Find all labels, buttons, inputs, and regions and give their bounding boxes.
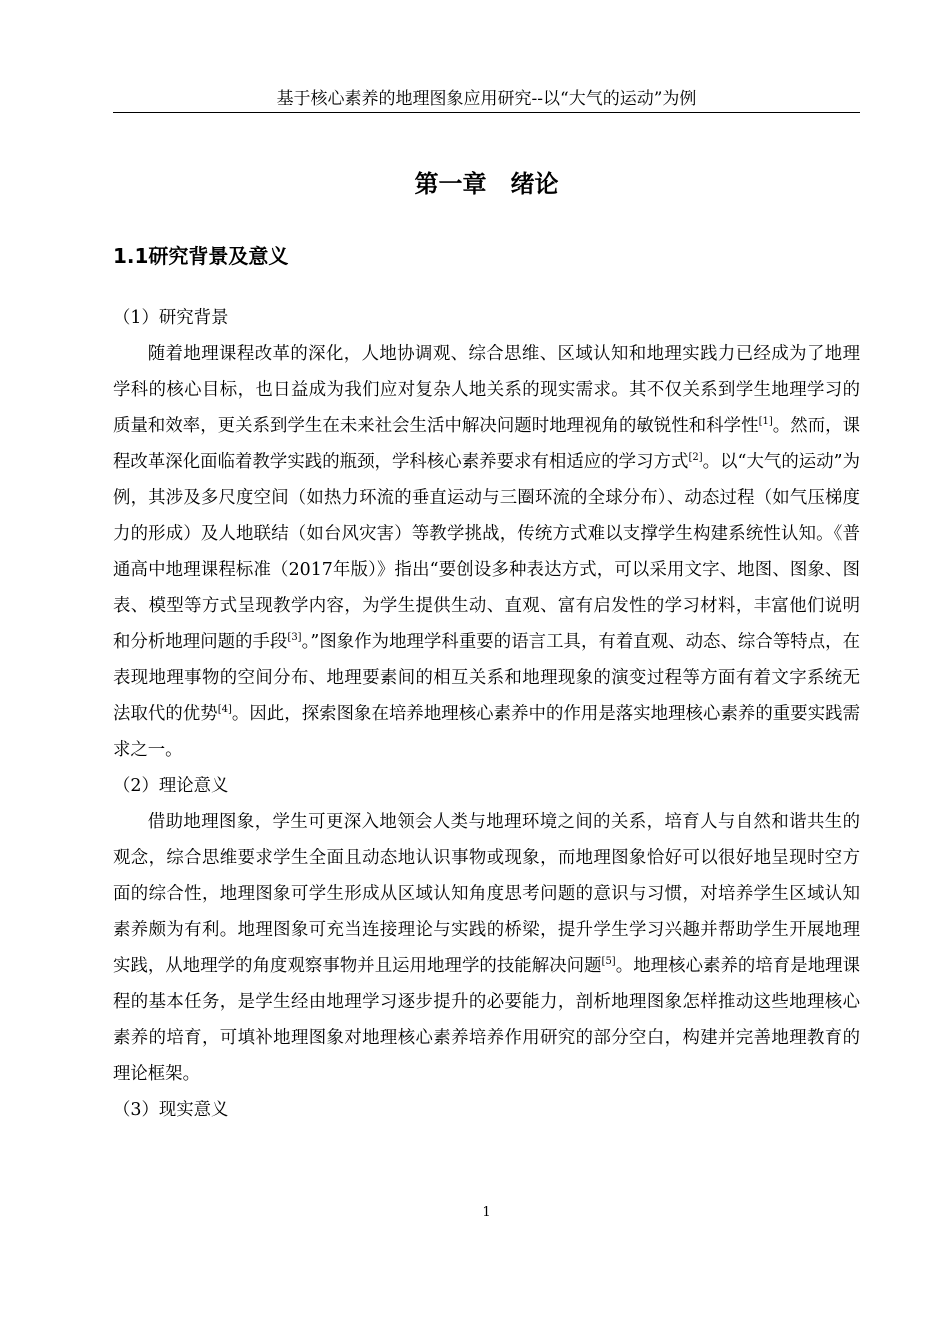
paragraph-background [113, 336, 860, 768]
paragraph-theory [113, 804, 860, 1092]
citation-ref[interactable]: [5] [601, 956, 616, 967]
citation-ref[interactable]: [1] [758, 416, 773, 427]
citation-ref[interactable]: [2] [688, 452, 703, 463]
subsection-label-practical: （3）现实意义 [113, 1100, 229, 1120]
chapter-title: 第一章 绪论 [414, 170, 559, 198]
paragraph-text: 。地理核心素养的培育是地理课程的基本任务，是学生经由地理学习逐步提升的必要能力，剖析地理图象怎样推动这些地理核心素养的培育，可填补地理图象对地理核心素养培养作用研究的部分空白，构建并完善地理教育的理论框架。 [113, 956, 860, 1084]
citation-ref[interactable]: [4] [217, 704, 232, 715]
page-number: 1 [482, 1205, 491, 1220]
section-heading: 1.1研究背景及意义 [113, 244, 289, 268]
paragraph-text: 借助地理图象，学生可更深入地领会人类与地理环境之间的关系，培育人与自然和谐共生的观念，综合思维要求学生全面且动态地认识事物或现象，而地理图象恰好可以很好地呈现时空方面的综合性，地理图象可学生形成从区域认知角度思考问题的意识与习惯，对培养学生区域认知素养颇为有利。地理图象可充当连接理论与实践的桥梁，提升学生学习兴趣并帮助学生开展地理实践，从地理学的角度观察事物并且运用地理学的技能解决问题 [113, 812, 860, 976]
running-header: 基于核心素养的地理图象应用研究--以“大气的运动”为例 [113, 88, 860, 113]
body-text [113, 300, 860, 1128]
paragraph-text: 。”图象作为地理学科重要的语言工具，有着直观、动态、综合等特点，在表现地理事物的空间分布、地理要素间的相互关系和地理现象的演变过程等方面有着文字系统无法取代的优势 [113, 632, 860, 724]
paragraph-text: 随着地理课程改革的深化，人地协调观、综合思维、区域认知和地理实践力已经成为了地理学科的核心目标，也日益成为我们应对复杂人地关系的现实需求。其不仅关系到学生地理学习的质量和效率，更关系到学生在未来社会生活中解决问题时地理视角的敏锐性和科学性 [113, 344, 860, 436]
subsection-label-background: （1）研究背景 [113, 308, 229, 328]
paragraph-text: 。因此，探索图象在培养地理核心素养中的作用是落实地理核心素养的重要实践需求之一。 [113, 704, 860, 760]
citation-ref[interactable]: [3] [287, 632, 302, 643]
paragraph-text: 。然而，课程改革深化面临着教学实践的瓶颈，学科核心素养要求有相适应的学习方式 [113, 416, 860, 472]
subsection-label-theory: （2）理论意义 [113, 776, 229, 796]
paragraph-text: 。以“大气的运动”为例，其涉及多尺度空间（如热力环流的垂直运动与三圈环流的全球分布）、动态过程（如气压梯度力的形成）及人地联结（如台风灾害）等教学挑战，传统方式难以支撑学生构建系统性认知。《普通高中地理课程标准（2017年版）》指出“要创设多种表达方式，可以采用文字、地图、图象、图表、模型等方式呈现教学内容，为学生提供生动、直观、富有启发性的学习材料，丰富他们说明和分析地理问题的手段 [113, 452, 860, 652]
